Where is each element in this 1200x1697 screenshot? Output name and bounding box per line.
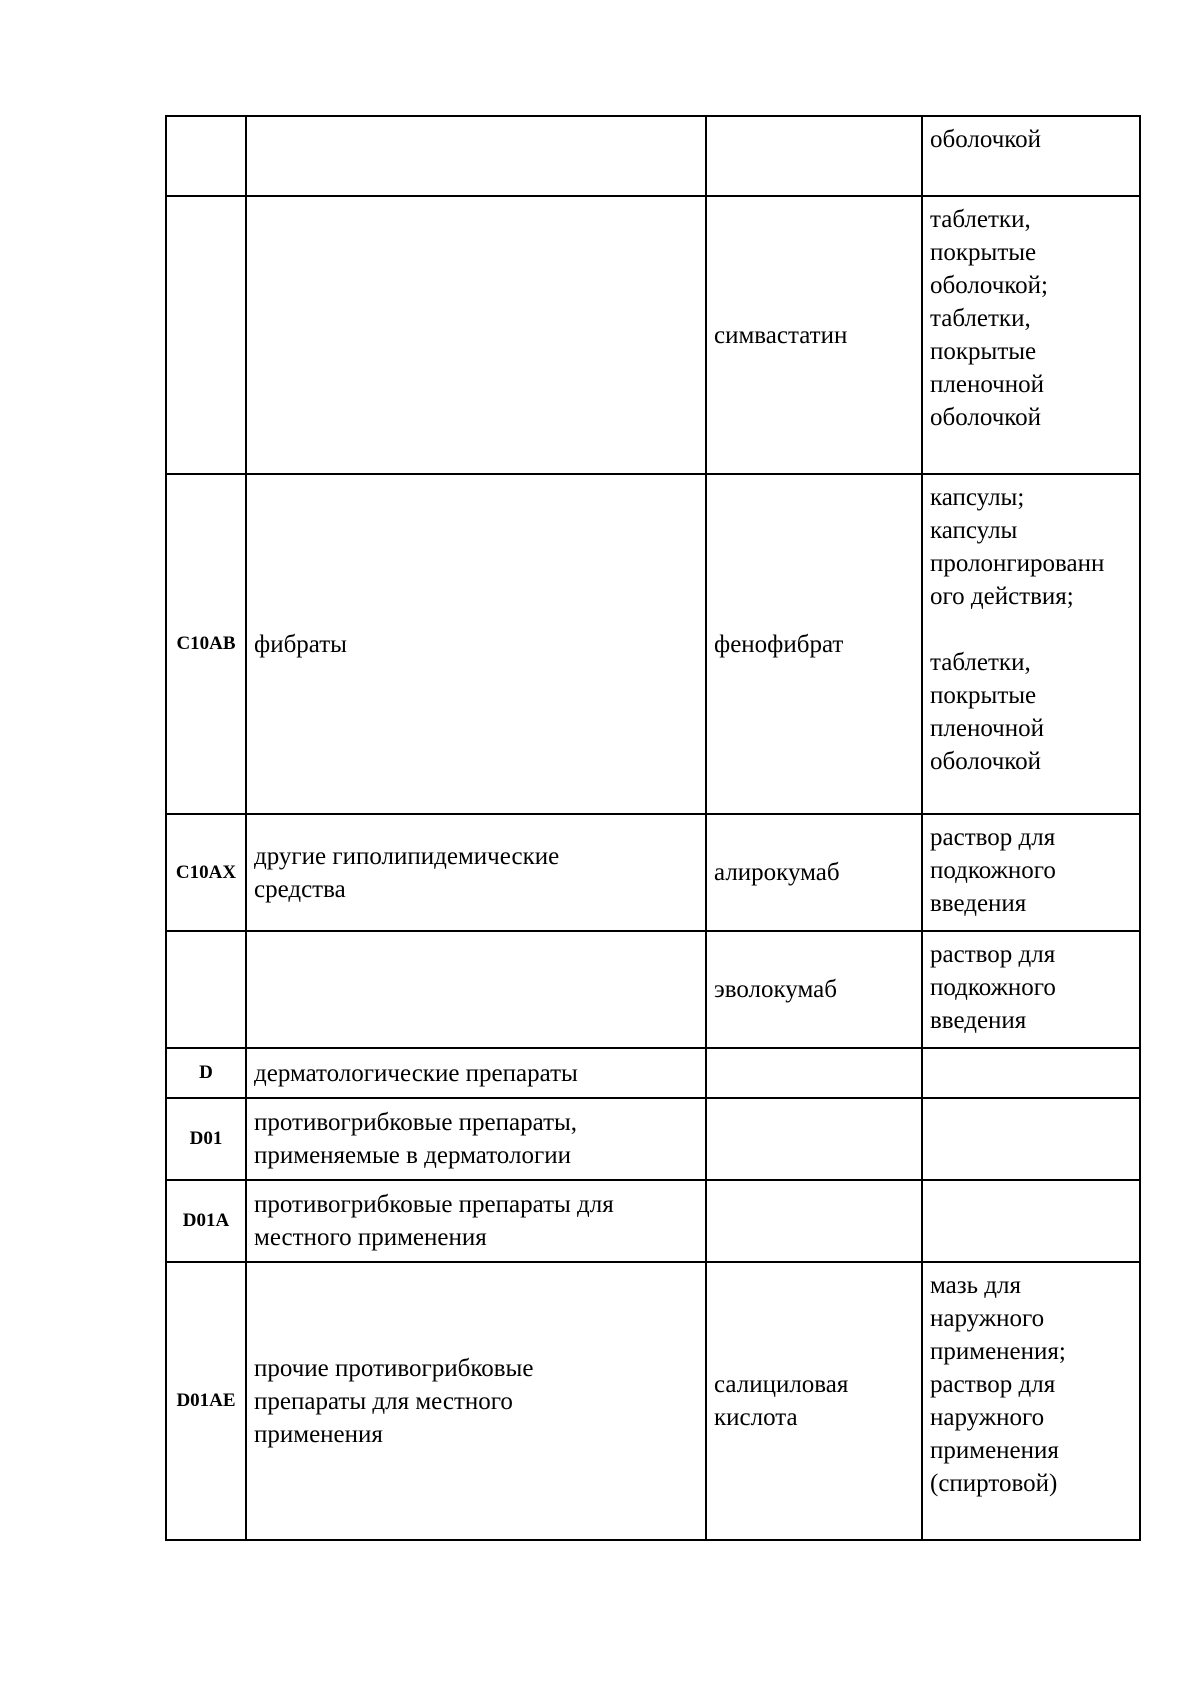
atc-code-cell [166, 474, 246, 814]
drug-name [714, 319, 914, 352]
text-line: эволокумаб [714, 976, 837, 1003]
group-text [254, 1352, 698, 1451]
group-cell [246, 196, 706, 474]
atc-code-cell [166, 1098, 246, 1180]
text-line: мазь для [930, 1272, 1021, 1299]
text-line: другие гиполипидемические [254, 842, 560, 870]
dosage-form [930, 821, 1132, 920]
group-text [254, 1057, 698, 1090]
text-line: покрытые [930, 338, 1037, 365]
atc-code: D01A [182, 1210, 230, 1231]
text-line: дерматологические препараты [254, 1059, 578, 1087]
drug-name-cell [706, 116, 922, 196]
dosage-form-cell [922, 1048, 1140, 1098]
drug-name [714, 1368, 914, 1434]
text-line: пленочной [930, 715, 1045, 742]
text-line: салициловая [714, 1371, 849, 1398]
table-row [166, 196, 1140, 474]
text-line: раствор для [930, 941, 1056, 968]
text-line: оболочкой [930, 404, 1042, 431]
drug-name-cell [706, 1180, 922, 1262]
text-line: наружного [930, 1305, 1045, 1332]
text-line: оболочкой [930, 748, 1042, 775]
text-line: (спиртовой) [930, 1470, 1058, 1497]
text-line: пленочной [930, 371, 1045, 398]
dosage-form-cell [922, 931, 1140, 1048]
dosage-form [930, 203, 1132, 434]
table-row [166, 1262, 1140, 1540]
group-text [254, 628, 698, 661]
table-row [166, 1048, 1140, 1098]
atc-code: D01 [189, 1128, 223, 1149]
text-line: применения [930, 1437, 1059, 1464]
text-line: таблетки, [930, 305, 1031, 332]
text-line: кислота [714, 1404, 798, 1431]
atc-code-cell [166, 1180, 246, 1262]
atc-code-cell [166, 931, 246, 1048]
atc-code-cell [166, 1048, 246, 1098]
group-cell [246, 931, 706, 1048]
dosage-form-cell [922, 814, 1140, 931]
group-text [254, 1188, 698, 1254]
atc-code: D01AE [176, 1390, 236, 1411]
drug-name-cell [706, 1048, 922, 1098]
text-line: применяемые в дерматологии [254, 1142, 571, 1169]
dosage-form [930, 123, 1132, 156]
group-text [254, 840, 698, 906]
medicines-table [165, 115, 1141, 1541]
group-cell [246, 814, 706, 931]
text-line: наружного [930, 1404, 1045, 1431]
text-line: капсулы; [930, 484, 1025, 511]
table-row [166, 474, 1140, 814]
text-line: таблетки, [930, 206, 1031, 233]
dosage-form [930, 1269, 1132, 1500]
dosage-form [930, 481, 1132, 778]
text-line: пролонгированн [930, 550, 1105, 577]
atc-code: C10AB [176, 633, 236, 654]
group-cell [246, 1262, 706, 1540]
table-row [166, 1098, 1140, 1180]
drug-name-cell [706, 1262, 922, 1540]
drug-name-cell [706, 814, 922, 931]
drug-name-cell [706, 1098, 922, 1180]
atc-code-cell [166, 196, 246, 474]
text-line: противогрибковые препараты для [254, 1191, 614, 1218]
text-line: фенофибрат [714, 630, 844, 658]
dosage-form-cell [922, 1180, 1140, 1262]
text-line: подкожного [930, 857, 1056, 884]
text-line: раствор для [930, 1371, 1056, 1398]
atc-code-cell [166, 814, 246, 931]
text-line: противогрибковые препараты, [254, 1109, 578, 1136]
dosage-form-cell [922, 1098, 1140, 1180]
text-line: препараты для местного [254, 1387, 513, 1415]
text-line: подкожного [930, 974, 1056, 1001]
group-cell [246, 1098, 706, 1180]
group-text [254, 1106, 698, 1172]
text-line: покрытые [930, 239, 1037, 266]
drug-name [714, 856, 914, 889]
dosage-form-cell [922, 196, 1140, 474]
text-line: прочие противогрибковые [254, 1354, 534, 1382]
table-row [166, 931, 1140, 1048]
text-line: капсулы [930, 517, 1018, 544]
text-line: алирокумаб [714, 859, 840, 886]
text-line: применения; [930, 1338, 1066, 1365]
text-line: симвастатин [714, 321, 848, 349]
dosage-form [930, 938, 1132, 1037]
text-line: фибраты [254, 630, 347, 658]
group-cell [246, 474, 706, 814]
atc-code-cell [166, 1262, 246, 1540]
drug-name [714, 973, 914, 1006]
table-row [166, 116, 1140, 196]
table-row [166, 814, 1140, 931]
text-line: местного применения [254, 1224, 487, 1251]
atc-code-cell [166, 116, 246, 196]
table-row [166, 1180, 1140, 1262]
group-cell [246, 1048, 706, 1098]
text-line: оболочкой [930, 126, 1042, 153]
text-line: ого действия; [930, 583, 1074, 610]
text-line: применения [254, 1420, 383, 1448]
atc-code: D [199, 1062, 213, 1083]
text-line: оболочкой; [930, 272, 1048, 299]
text-line: введения [930, 1007, 1027, 1034]
atc-code: C10AX [175, 861, 237, 883]
drug-name-cell [706, 196, 922, 474]
text-line: таблетки, [930, 649, 1031, 676]
drug-name-cell [706, 931, 922, 1048]
group-cell [246, 1180, 706, 1262]
text-line: раствор для [930, 824, 1056, 851]
drug-name-cell [706, 474, 922, 814]
group-cell [246, 116, 706, 196]
text-line [930, 613, 1132, 646]
text-line: покрытые [930, 682, 1037, 709]
drug-name [714, 628, 914, 661]
dosage-form-cell [922, 116, 1140, 196]
dosage-form-cell [922, 474, 1140, 814]
text-line: средства [254, 875, 346, 903]
dosage-form-cell [922, 1262, 1140, 1540]
text-line: введения [930, 890, 1027, 917]
